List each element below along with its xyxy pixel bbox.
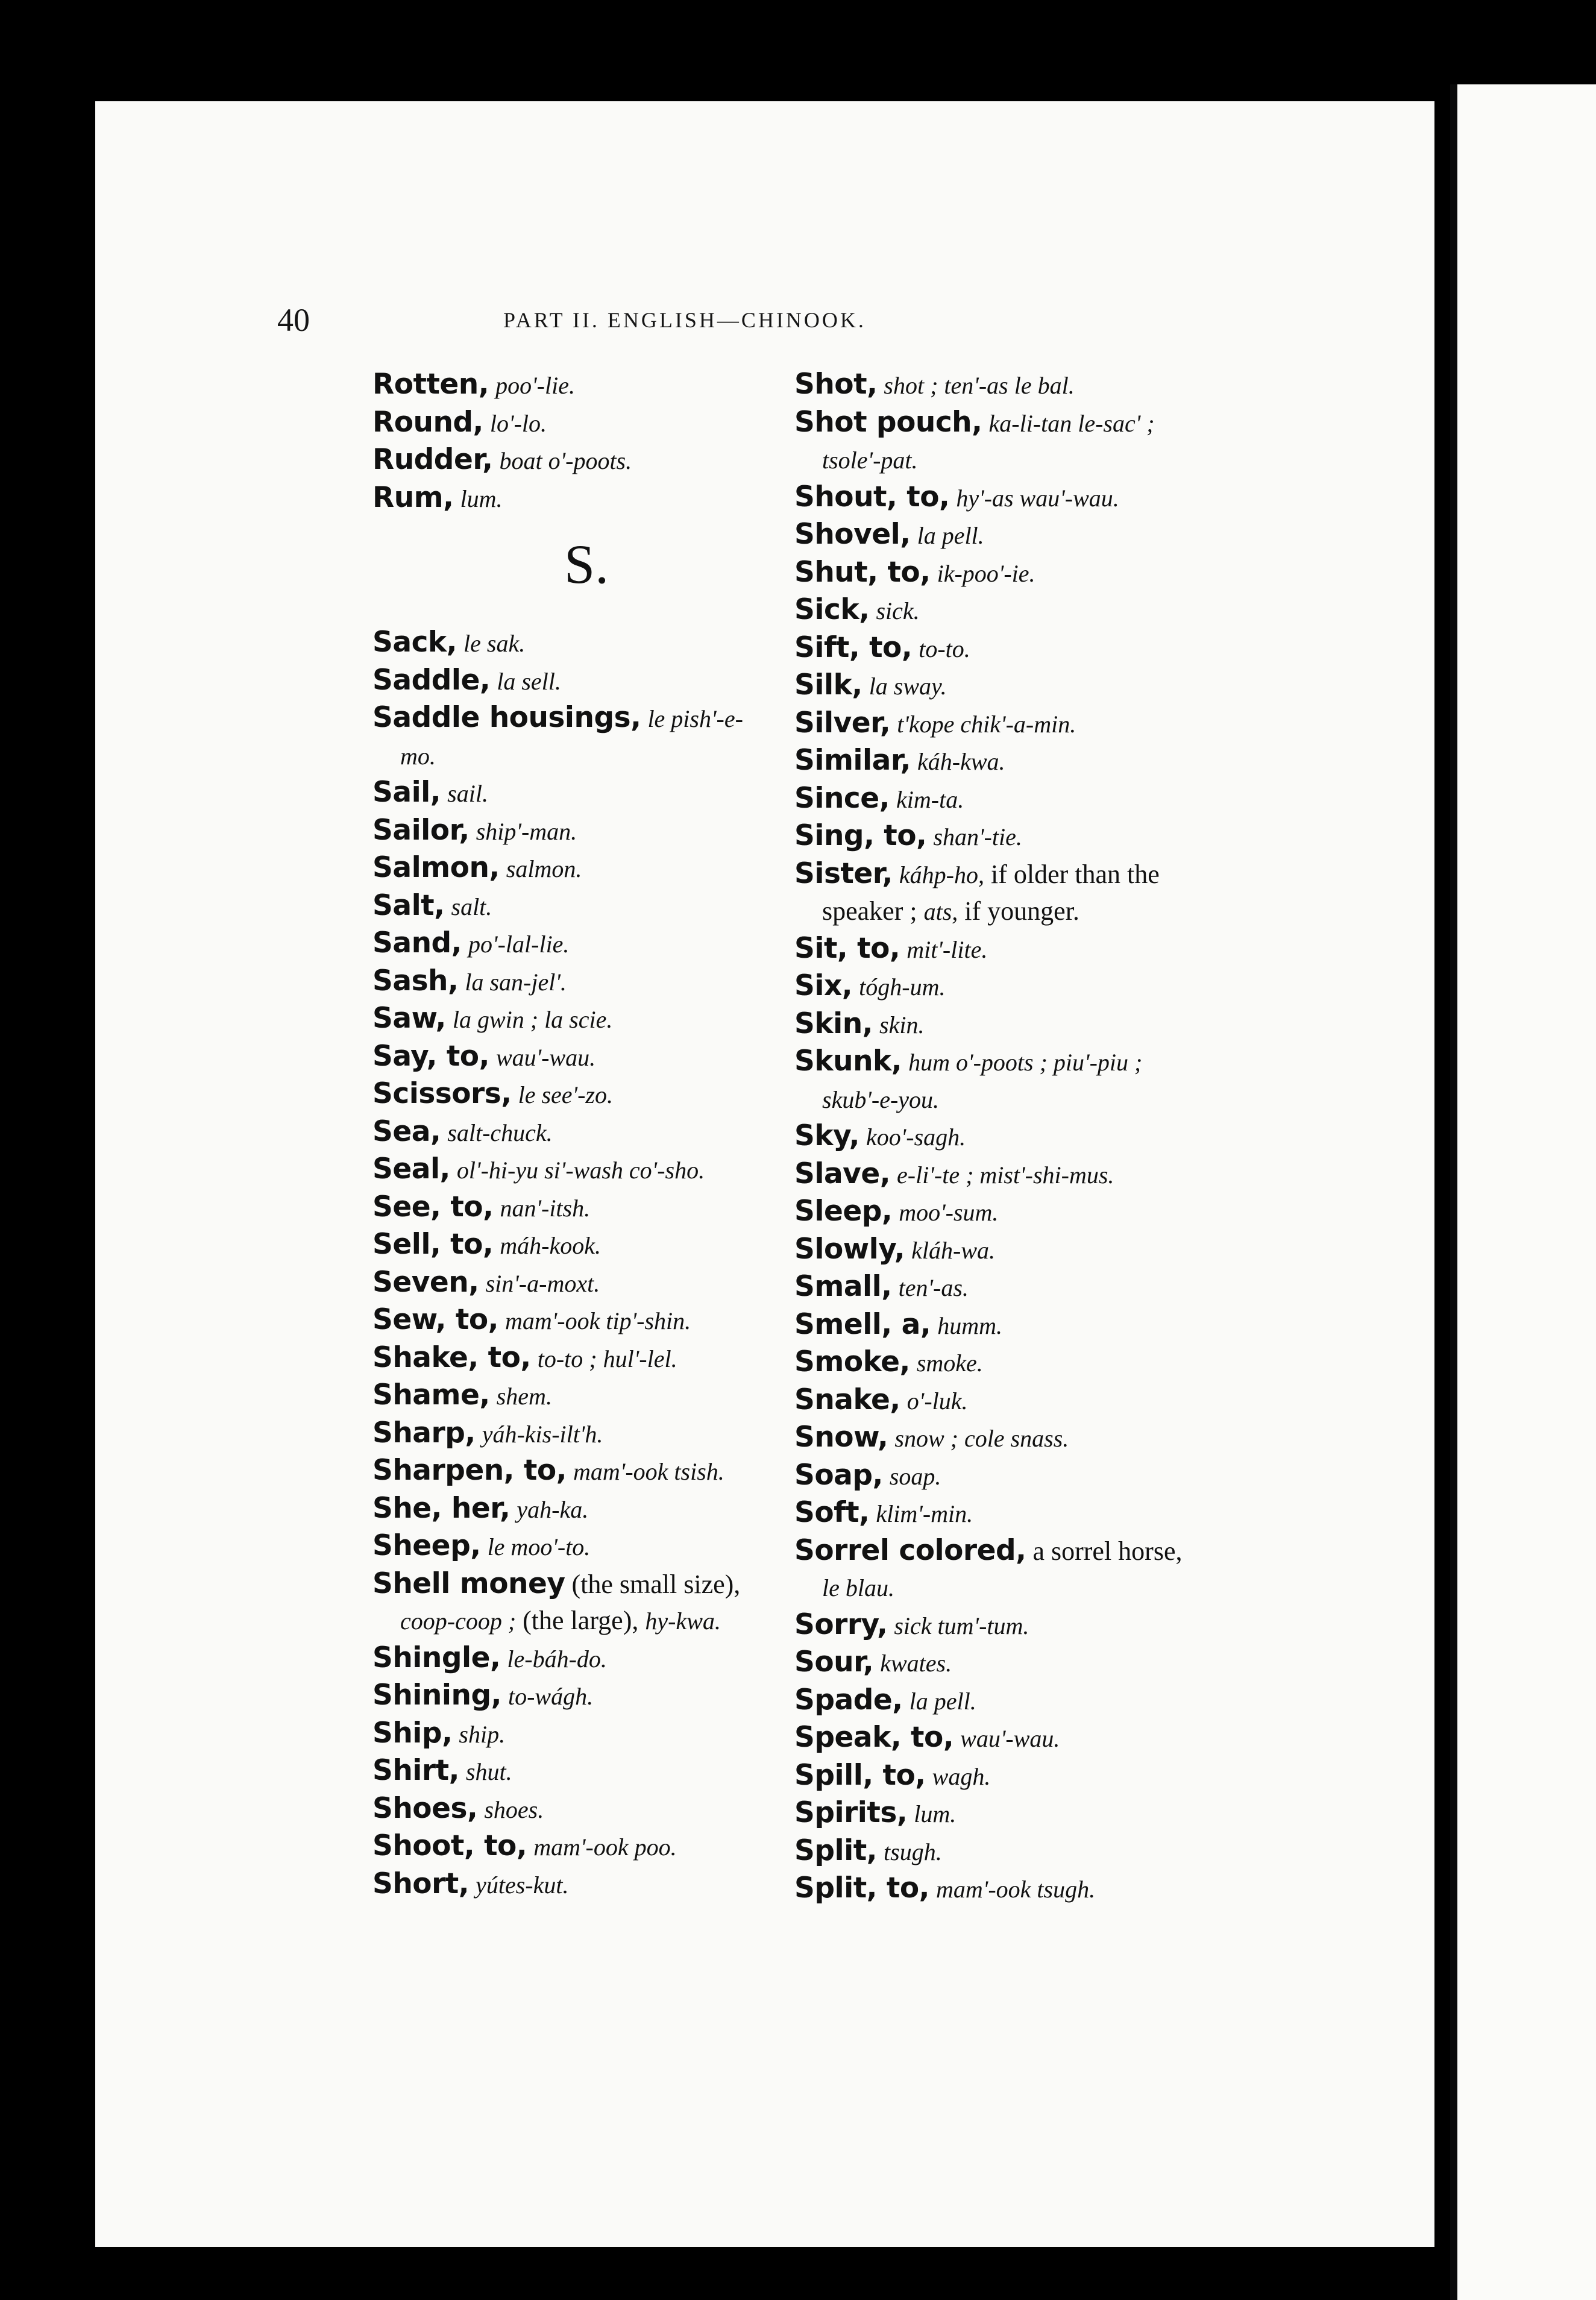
chinook-translation: skin. (879, 1011, 925, 1038)
chinook-translation: ats, (923, 898, 958, 925)
dictionary-entry (372, 480, 812, 518)
dictionary-entry (794, 479, 1252, 517)
chinook-translation: shoes. (484, 1796, 544, 1823)
headword: Sister, (794, 856, 893, 890)
dictionary-entry (794, 1043, 1252, 1081)
headword: Skin, (794, 1007, 873, 1040)
dictionary-entry (372, 888, 812, 926)
dictionary-entry (794, 1193, 1252, 1231)
page-header (277, 301, 1043, 350)
dictionary-entry (372, 1415, 812, 1453)
dictionary-entry (794, 517, 1252, 555)
left-entries-s (372, 624, 812, 1903)
chinook-translation: hum o'-poots ; piu'-piu ; (908, 1049, 1143, 1076)
dictionary-entry (372, 1491, 812, 1529)
chinook-translation: le pish'-e- (647, 705, 743, 732)
dictionary-entry (372, 1265, 812, 1302)
dictionary-entry (794, 781, 1252, 819)
headword: Shame, (372, 1378, 490, 1412)
dictionary-entry (372, 1340, 812, 1378)
chinook-translation: la sell. (497, 667, 561, 695)
headword: Smoke, (794, 1345, 910, 1378)
chinook-translation: yútes-kut. (476, 1871, 569, 1899)
headword: Sharpen, to, (372, 1454, 567, 1487)
right-column (794, 366, 1252, 1908)
dictionary-entry (372, 850, 812, 888)
chinook-translation: kim-ta. (896, 785, 964, 813)
dictionary-entry-continuation (794, 893, 1252, 931)
chinook-translation: klim'-min. (876, 1500, 973, 1527)
headword: Similar, (794, 744, 911, 777)
gloss-text: (the large), (516, 1606, 646, 1635)
dictionary-entry (372, 1753, 812, 1791)
chinook-translation: hy-kwa. (645, 1607, 721, 1635)
dictionary-entry (372, 1640, 812, 1678)
dictionary-entry-continuation (794, 1569, 1252, 1607)
chinook-translation: soap. (889, 1462, 941, 1490)
chinook-translation: shut. (465, 1758, 512, 1785)
headword: Sour, (794, 1645, 874, 1679)
headword: Shut, to, (794, 555, 931, 589)
chinook-translation: ol'-hi-yu si'-wash co'-sho. (456, 1157, 705, 1184)
chinook-translation: snow ; cole snass. (894, 1425, 1069, 1452)
dictionary-entry (794, 1457, 1252, 1495)
chinook-translation: coop-coop ; (400, 1607, 517, 1635)
dictionary-entry (794, 1644, 1252, 1682)
headword: Shell money (372, 1566, 565, 1600)
chinook-translation: ship'-man. (476, 817, 577, 845)
headword: Sash, (372, 964, 459, 998)
headword: Spade, (794, 1683, 903, 1717)
headword: Spill, to, (794, 1758, 926, 1792)
headword: Sift, to, (794, 630, 913, 664)
headword: Six, (794, 969, 853, 1002)
chinook-translation: tsugh. (884, 1838, 942, 1865)
dictionary-entry (794, 592, 1252, 630)
chinook-translation: to-to. (919, 635, 970, 662)
dictionary-entry (794, 1006, 1252, 1044)
dictionary-entry (794, 630, 1252, 668)
chinook-translation: máh-kook. (500, 1232, 601, 1259)
headword: Sheep, (372, 1529, 481, 1562)
chinook-translation: le blau. (822, 1574, 894, 1601)
dictionary-entry (794, 743, 1252, 781)
headword: Split, to, (794, 1871, 930, 1905)
chinook-translation: káh-kwa. (917, 748, 1005, 775)
dictionary-entry-continuation (794, 1081, 1252, 1119)
headword: Sky, (794, 1119, 859, 1152)
dictionary-entry (794, 818, 1252, 856)
headword: Silver, (794, 706, 891, 740)
dictionary-entry (794, 555, 1252, 592)
dictionary-entry (794, 366, 1252, 404)
headword: Say, to, (372, 1039, 489, 1073)
headword: Since, (794, 781, 890, 815)
dictionary-entry (794, 1382, 1252, 1420)
dictionary-entry-continuation (794, 442, 1252, 479)
chinook-translation: sin'-a-moxt. (485, 1269, 600, 1297)
headword: Sick, (794, 593, 870, 626)
dictionary-entry (372, 624, 812, 662)
headword: Sail, (372, 776, 441, 809)
left-column (372, 366, 812, 1903)
headword: Salmon, (372, 851, 500, 884)
dictionary-entry (794, 856, 1252, 894)
dictionary-entry (794, 1118, 1252, 1156)
chinook-translation: sick tum'-tum. (894, 1612, 1029, 1639)
headword: Shingle, (372, 1641, 501, 1674)
dictionary-entry (794, 1495, 1252, 1533)
dictionary-entry (372, 1076, 812, 1114)
chinook-translation: ten'-as. (898, 1274, 969, 1301)
dictionary-entry (372, 1114, 812, 1152)
headword: Shoot, to, (372, 1829, 527, 1862)
headword: Sharp, (372, 1416, 476, 1450)
chinook-translation: la pell. (909, 1687, 976, 1715)
chinook-translation: le see'-zo. (518, 1081, 613, 1108)
dictionary-entry (794, 1720, 1252, 1758)
dictionary-entry (372, 1677, 812, 1715)
headword: Sorry, (794, 1607, 888, 1641)
dictionary-entry (372, 1866, 812, 1904)
chinook-translation: salmon. (506, 855, 582, 882)
gloss-text: if younger. (958, 896, 1079, 926)
chinook-translation: tsole'-pat. (822, 447, 918, 474)
headword: Speak, to, (794, 1721, 954, 1754)
chinook-translation: salt-chuck. (447, 1119, 553, 1146)
headword: Shout, to, (794, 480, 950, 514)
headword: Shot pouch, (794, 405, 982, 439)
headword: Shot, (794, 368, 878, 401)
chinook-translation: moo'-sum. (899, 1199, 999, 1226)
chinook-translation: la gwin ; la scie. (452, 1006, 613, 1033)
headword: Rudder, (372, 443, 493, 476)
chinook-translation: la pell. (917, 522, 984, 549)
dictionary-entry (372, 1828, 812, 1866)
dictionary-entry (372, 1038, 812, 1076)
chinook-translation: nan'-itsh. (500, 1194, 591, 1222)
chinook-translation: wau'-wau. (960, 1725, 1060, 1752)
dictionary-entry (372, 662, 812, 700)
dictionary-entry (372, 366, 812, 404)
headword: Sleep, (794, 1195, 893, 1228)
gloss-text: a sorrel horse, (1032, 1536, 1183, 1566)
chinook-translation: ship. (459, 1720, 506, 1748)
chinook-translation: la san-jel'. (465, 968, 567, 996)
dictionary-entry (794, 1533, 1252, 1570)
dictionary-entry (794, 667, 1252, 705)
dictionary-entry-continuation (372, 738, 812, 775)
chinook-translation: shot ; ten'-as le bal. (884, 372, 1075, 399)
page-number: 40 (277, 302, 310, 338)
headword: Seal, (372, 1152, 450, 1186)
headword: Small, (794, 1270, 892, 1303)
dictionary-entry (372, 1791, 812, 1829)
chinook-translation: yáh-kis-ilt'h. (482, 1420, 603, 1448)
dictionary-entry (794, 705, 1252, 743)
dictionary-entry (794, 1870, 1252, 1908)
chinook-translation: e-li'-te ; mist'-shi-mus. (897, 1161, 1114, 1189)
headword: Short, (372, 1867, 470, 1900)
headword: Spirits, (794, 1796, 908, 1829)
headword: Shoes, (372, 1791, 478, 1825)
headword: Round, (372, 405, 483, 439)
dictionary-entry (372, 1189, 812, 1227)
dictionary-entry (794, 1307, 1252, 1345)
chinook-translation: kwates. (880, 1650, 952, 1677)
section-letter: S. (564, 533, 609, 595)
chinook-translation: sail. (447, 780, 488, 807)
dictionary-entry (794, 1758, 1252, 1796)
headword: Seven, (372, 1265, 479, 1299)
headword: Shining, (372, 1679, 501, 1712)
chinook-translation: smoke. (916, 1350, 983, 1377)
headword: Sailor, (372, 813, 470, 847)
dictionary-entry-continuation (372, 1603, 812, 1640)
left-entries-r (372, 366, 812, 517)
headword: Shirt, (372, 1754, 459, 1787)
chinook-translation: o'-luk. (906, 1387, 968, 1415)
chinook-translation: ik-poo'-ie. (937, 559, 1035, 587)
headword: Silk, (794, 668, 862, 702)
chinook-translation: le moo'-to. (487, 1533, 591, 1560)
headword: Saddle, (372, 663, 491, 697)
chinook-translation: to-to ; hul'-lel. (537, 1345, 677, 1372)
headword: Sit, to, (794, 931, 900, 965)
dictionary-entry (794, 1607, 1252, 1645)
headword: Soap, (794, 1458, 883, 1492)
facing-page-edge (1450, 84, 1596, 2300)
dictionary-entry (794, 931, 1252, 969)
chinook-translation: koo'-sagh. (866, 1123, 966, 1151)
dictionary-entry (372, 1227, 812, 1265)
headword: Shovel, (794, 518, 911, 551)
headword: Sea, (372, 1114, 441, 1148)
headword: Salt, (372, 888, 445, 922)
dictionary-entry (794, 1795, 1252, 1833)
chinook-translation: wagh. (932, 1762, 991, 1790)
chinook-translation: t'kope chik'-a-min. (897, 710, 1076, 738)
headword: See, to, (372, 1190, 494, 1224)
headword: Scissors, (372, 1077, 512, 1110)
chinook-translation: tógh-um. (859, 973, 946, 1001)
chinook-translation: po'-lal-lie. (468, 931, 570, 958)
headword: She, her, (372, 1491, 511, 1525)
chinook-translation: mam'-ook poo. (533, 1833, 677, 1861)
gloss-text: if older than the (984, 859, 1160, 889)
headword: Rotten, (372, 368, 489, 401)
dictionary-entry (372, 1151, 812, 1189)
headword: Sand, (372, 926, 462, 960)
dictionary-entry (372, 404, 812, 442)
chinook-translation: shan'-tie. (933, 823, 1022, 850)
dictionary-entry (372, 812, 812, 850)
headword: Slowly, (794, 1232, 905, 1266)
dictionary-entry (794, 1231, 1252, 1269)
dictionary-entry (372, 442, 812, 480)
chinook-translation: mam'-ook tsish. (573, 1458, 724, 1485)
headword: Ship, (372, 1716, 453, 1750)
chinook-translation: lo'-lo. (489, 409, 547, 437)
chinook-translation: mo. (400, 742, 436, 770)
right-entries (794, 366, 1252, 1908)
dictionary-entry (372, 775, 812, 812)
headword: Soft, (794, 1496, 870, 1529)
chinook-translation: wau'-wau. (495, 1043, 596, 1071)
dictionary-entry (372, 1453, 812, 1491)
headword: Sack, (372, 626, 457, 659)
chinook-translation: salt. (451, 893, 492, 920)
headword: Snow, (794, 1421, 888, 1454)
chinook-translation: shem. (496, 1383, 552, 1410)
headword: Skunk, (794, 1045, 902, 1078)
chinook-translation: to-wágh. (507, 1683, 594, 1710)
gloss-text: (the small size), (571, 1569, 741, 1599)
chinook-translation: mam'-ook tip'-shin. (504, 1307, 691, 1334)
chinook-translation: lum. (460, 485, 503, 512)
headword: Split, (794, 1833, 878, 1867)
chinook-translation: káhp-ho, (899, 861, 984, 888)
chinook-translation: ka-li-tan le-sac' ; (988, 409, 1155, 437)
chinook-translation: mam'-ook tsugh. (936, 1876, 1096, 1903)
dictionary-entry (794, 1833, 1252, 1871)
headword: Shake, to, (372, 1340, 531, 1374)
dictionary-entry (372, 1001, 812, 1038)
chinook-translation: le-báh-do. (507, 1645, 607, 1673)
dictionary-entry (372, 1528, 812, 1566)
headword: Sing, to, (794, 819, 927, 852)
dictionary-entry (794, 404, 1252, 442)
chinook-translation: le sak. (463, 630, 526, 657)
dictionary-entry (372, 1715, 812, 1753)
headword: Saw, (372, 1002, 446, 1035)
headword: Smell, a, (794, 1307, 931, 1341)
chinook-translation: humm. (937, 1312, 1002, 1339)
dictionary-entry (372, 1566, 812, 1603)
dictionary-entry (794, 1344, 1252, 1382)
chinook-translation: poo'-lie. (495, 372, 575, 399)
dictionary-entry (794, 1419, 1252, 1457)
headword: Rum, (372, 480, 454, 514)
chinook-translation: mit'-lite. (906, 935, 988, 963)
dictionary-entry (794, 968, 1252, 1006)
chinook-translation: sick. (876, 597, 920, 624)
dictionary-entry (794, 1156, 1252, 1194)
gloss-text: speaker ; (822, 896, 924, 926)
running-title: PART II. ENGLISH—CHINOOK. (503, 308, 866, 332)
dictionary-entry (372, 1377, 812, 1415)
dictionary-entry (794, 1269, 1252, 1307)
headword: Saddle housings, (372, 701, 641, 734)
dictionary-entry (794, 1682, 1252, 1720)
chinook-translation: la sway. (869, 673, 947, 700)
chinook-translation: yah-ka. (517, 1495, 589, 1523)
headword: Sell, to, (372, 1228, 494, 1261)
dictionary-entry (372, 1302, 812, 1340)
headword: Sorrel colored, (794, 1533, 1026, 1567)
headword: Sew, to, (372, 1303, 498, 1336)
headword: Snake, (794, 1383, 900, 1416)
chinook-translation: boat o'-poots. (499, 447, 632, 474)
chinook-translation: lum. (914, 1800, 957, 1827)
chinook-translation: hy'-as wau'-wau. (956, 484, 1119, 512)
dictionary-entry (372, 963, 812, 1001)
chinook-translation: kláh-wa. (911, 1236, 995, 1264)
chinook-translation: skub'-e-you. (822, 1086, 940, 1113)
dictionary-entry (372, 925, 812, 963)
headword: Slave, (794, 1157, 891, 1190)
dictionary-entry (372, 700, 812, 738)
